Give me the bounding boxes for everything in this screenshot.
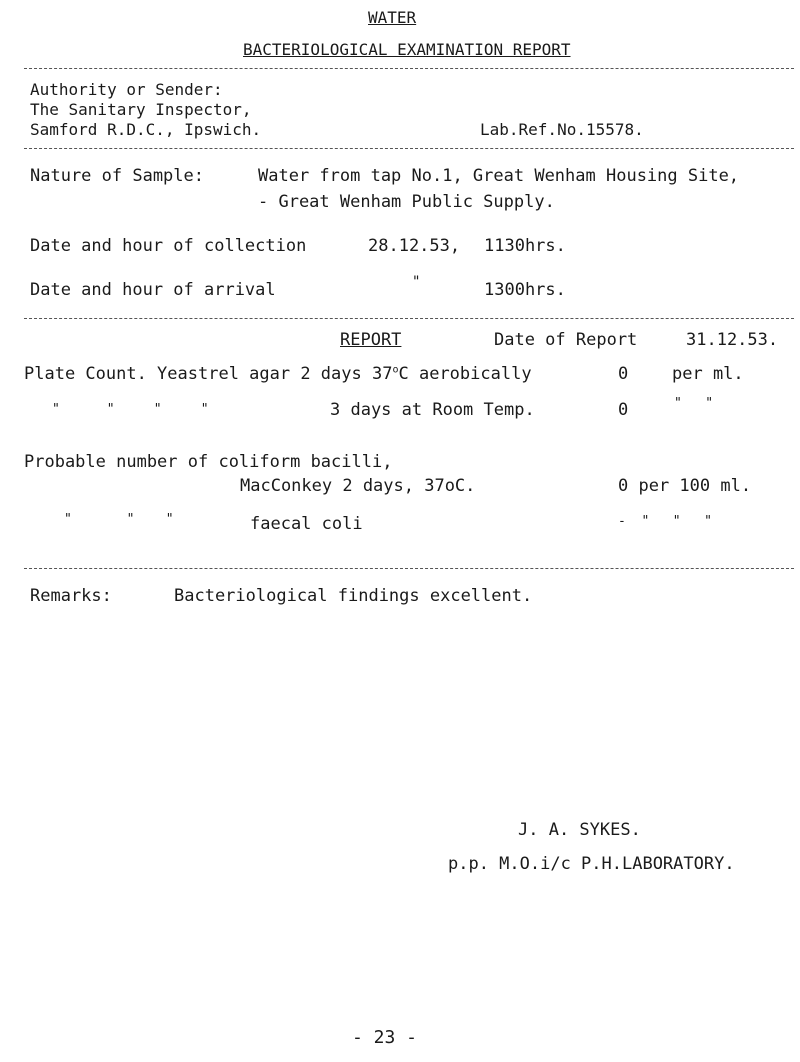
room-temp-label: 3 days at Room Temp. bbox=[330, 400, 535, 420]
plate-count-value: 0 bbox=[618, 364, 629, 384]
room-temp-value: 0 bbox=[618, 400, 629, 420]
faecal-value: - " " " bbox=[618, 514, 712, 529]
remarks-label: Remarks: bbox=[30, 586, 112, 606]
collection-date: 28.12.53, bbox=[368, 236, 461, 256]
divider bbox=[24, 68, 794, 69]
signature-name: J. A. SYKES. bbox=[518, 820, 641, 840]
page-number: - 23 - bbox=[352, 1027, 418, 1048]
lab-ref: Lab.Ref.No.15578. bbox=[480, 120, 644, 139]
collection-label: Date and hour of collection bbox=[30, 236, 307, 256]
nature-value-1: Water from tap No.1, Great Wenham Housing Site, bbox=[258, 166, 740, 186]
divider bbox=[24, 318, 794, 319]
nature-value-2: - Great Wenham Public Supply. bbox=[258, 192, 555, 212]
sender-line-2: Samford R.D.C., Ipswich. bbox=[30, 120, 262, 139]
room-temp-ditto: " " " " bbox=[52, 402, 209, 417]
signature-title: p.p. M.O.i/c P.H.LABORATORY. bbox=[448, 854, 735, 874]
arrival-date: " bbox=[412, 274, 421, 290]
sender-line-1: The Sanitary Inspector, bbox=[30, 100, 252, 119]
faecal-ditto: " " " bbox=[64, 512, 174, 527]
arrival-label: Date and hour of arrival bbox=[30, 280, 276, 300]
report-date-label: Date of Report bbox=[494, 330, 638, 350]
doc-title: WATER bbox=[368, 8, 417, 27]
plate-count-unit: per ml. bbox=[672, 364, 744, 384]
remarks-text: Bacteriological findings excellent. bbox=[174, 586, 533, 606]
doc-subtitle: BACTERIOLOGICAL EXAMINATION REPORT bbox=[243, 40, 571, 59]
divider bbox=[24, 568, 794, 569]
plate-count-label: Plate Count. Yeastrel agar 2 days 37$^o$C aerobically bbox=[24, 364, 532, 384]
sender-label: Authority or Sender: bbox=[30, 80, 223, 99]
faecal-label: faecal coli bbox=[250, 514, 363, 534]
room-temp-unit: " " bbox=[674, 396, 714, 411]
report-heading: REPORT bbox=[340, 330, 402, 350]
arrival-time: 1300hrs. bbox=[484, 280, 566, 300]
collection-time: 1130hrs. bbox=[484, 236, 566, 256]
report-date-value: 31.12.53. bbox=[686, 330, 779, 350]
coliform-label-2: MacConkey 2 days, 37oC. bbox=[240, 476, 476, 496]
divider bbox=[24, 148, 794, 149]
coliform-value: 0 per 100 ml. bbox=[618, 476, 752, 496]
nature-label: Nature of Sample: bbox=[30, 166, 204, 186]
coliform-label-1: Probable number of coliform bacilli, bbox=[24, 452, 393, 472]
